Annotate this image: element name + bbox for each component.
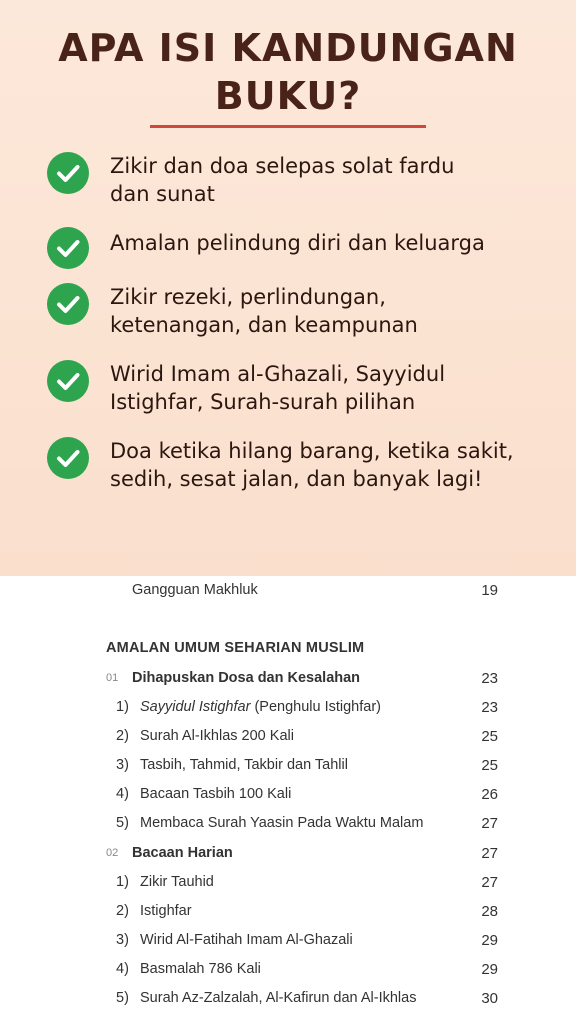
toc-row — [0, 757, 576, 785]
feature-text — [110, 283, 570, 339]
toc-entry-label: Tasbih, Tahmid, Takbir dan Tahlil — [140, 757, 348, 773]
toc-row — [0, 699, 576, 727]
toc-group-row — [0, 670, 576, 698]
toc-row — [0, 961, 576, 989]
toc-entry-page: 25 — [481, 757, 498, 774]
item-number: 5) — [116, 815, 129, 831]
toc-entry-label — [140, 699, 381, 715]
title-line-2: BUKU? — [214, 74, 362, 118]
feature-text — [110, 152, 570, 208]
toc-entry-page: 27 — [481, 874, 498, 891]
toc-row — [0, 874, 576, 902]
toc-entry-label: Zikir Tauhid — [140, 874, 214, 890]
toc-entry-page: 29 — [481, 932, 498, 949]
item-number: 2) — [116, 903, 129, 919]
group-number: 02 — [106, 847, 119, 859]
feature-line: sedih, sesat jalan, dan banyak lagi! — [110, 467, 483, 491]
section-title: AMALAN UMUM SEHARIAN MUSLIM — [106, 640, 365, 656]
feature-line: Istighfar, Surah-surah pilihan — [110, 390, 416, 414]
toc-row — [0, 815, 576, 843]
item-number: 1) — [116, 874, 129, 890]
feature-text — [110, 360, 570, 416]
toc-entry-page: 29 — [481, 961, 498, 978]
table-of-contents — [0, 576, 576, 1024]
toc-entry-label: Istighfar — [140, 903, 192, 919]
toc-entry-page: 27 — [481, 815, 498, 832]
toc-entry-label: Surah Al-Ikhlas 200 Kali — [140, 728, 294, 744]
feature-text — [110, 229, 570, 257]
toc-entry-label: Surah Az-Zalzalah, Al-Kafirun dan Al-Ikhlas — [140, 990, 417, 1006]
toc-entry-page: 28 — [481, 903, 498, 920]
check-circle-icon — [47, 437, 89, 479]
feature-text — [110, 437, 570, 493]
toc-entry-page: 26 — [481, 786, 498, 803]
toc-row — [0, 903, 576, 931]
toc-entry-page: 27 — [481, 845, 498, 862]
toc-entry-label: Gangguan Makhluk — [132, 582, 258, 598]
toc-entry-page: 25 — [481, 728, 498, 745]
label-italic: Sayyidul Istighfar — [140, 699, 251, 715]
title-line-1: APA ISI KANDUNGAN — [58, 26, 518, 70]
item-number: 4) — [116, 961, 129, 977]
group-title: Bacaan Harian — [132, 845, 233, 861]
group-title: Dihapuskan Dosa dan Kesalahan — [132, 670, 361, 686]
toc-entry-label: Basmalah 786 Kali — [140, 961, 261, 977]
feature-line: Doa ketika hilang barang, ketika sakit, — [110, 439, 514, 463]
group-number: 01 — [106, 672, 119, 684]
item-number: 3) — [116, 757, 129, 773]
toc-entry-label: Bacaan Tasbih 100 Kali — [140, 786, 292, 802]
item-number: 4) — [116, 786, 129, 802]
feature-line: Wirid Imam al-Ghazali, Sayyidul — [110, 362, 446, 386]
feature-line: Amalan pelindung diri dan keluarga — [110, 231, 485, 255]
check-circle-icon — [47, 360, 89, 402]
toc-row — [0, 786, 576, 814]
feature-line: ketenangan, dan keampunan — [110, 313, 418, 337]
check-circle-icon — [47, 152, 89, 194]
feature-line: Zikir rezeki, perlindungan, — [110, 285, 386, 309]
toc-entry-page: 30 — [481, 990, 498, 1007]
item-number: 2) — [116, 728, 129, 744]
toc-entry-label: Membaca Surah Yaasin Pada Waktu Malam — [140, 815, 424, 831]
item-number: 3) — [116, 932, 129, 948]
feature-line: Zikir dan doa selepas solat fardu — [110, 154, 455, 178]
toc-row — [0, 932, 576, 960]
check-circle-icon — [47, 227, 89, 269]
item-number: 5) — [116, 990, 129, 1006]
check-circle-icon — [47, 283, 89, 325]
toc-entry-label: Wirid Al-Fatihah Imam Al-Ghazali — [140, 932, 353, 948]
toc-entry-page: 23 — [481, 699, 498, 716]
toc-row — [0, 728, 576, 756]
toc-row — [0, 582, 576, 610]
feature-line: dan sunat — [110, 182, 215, 206]
toc-group-row — [0, 845, 576, 873]
toc-entry-page: 23 — [481, 670, 498, 687]
toc-entry-page: 19 — [481, 582, 498, 599]
toc-row — [0, 990, 576, 1018]
item-number: 1) — [116, 699, 129, 715]
label-rest: (Penghulu Istighfar) — [254, 699, 381, 715]
